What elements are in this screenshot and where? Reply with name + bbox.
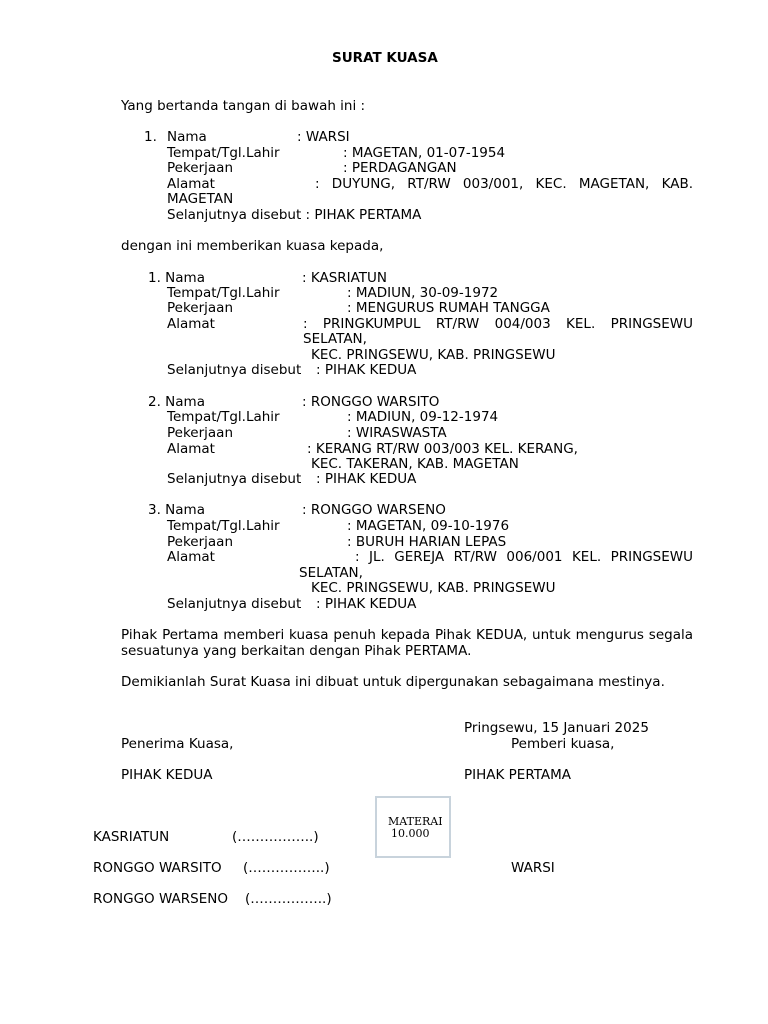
- address-continuation: KEC. TAKERAN, KAB. MAGETAN: [311, 456, 519, 472]
- receiver-party: PIHAK KEDUA: [121, 767, 213, 783]
- address-label: Alamat: [167, 441, 215, 457]
- address-value: : DUYUNG, RT/RW 003/001, KEC. MAGETAN, KAB.: [315, 176, 693, 192]
- list-number: 1.: [144, 129, 157, 145]
- giver-label: Pemberi kuasa,: [511, 736, 615, 752]
- job-value: : BURUH HARIAN LEPAS: [347, 534, 507, 550]
- name-value: : RONGGO WARSITO: [302, 394, 440, 410]
- address-continuation: SELATAN,: [303, 331, 367, 347]
- intro-text: Yang bertanda tangan di bawah ini :: [121, 98, 366, 114]
- birth-label: Tempat/Tgl.Lahir: [167, 518, 280, 534]
- address-continuation: MAGETAN: [167, 191, 234, 207]
- stamp-label: MATERAI: [388, 815, 443, 828]
- grant-text: dengan ini memberikan kuasa kepada,: [121, 238, 384, 254]
- address-label: Alamat: [167, 549, 215, 565]
- job-label: Pekerjaan: [167, 160, 234, 176]
- name-value: : KASRIATUN: [302, 270, 388, 286]
- designation-label: Selanjutnya disebut: [167, 596, 302, 612]
- job-value: : PERDAGANGAN: [343, 160, 457, 176]
- document-title: SURAT KUASA: [332, 50, 438, 66]
- address-value: : KERANG RT/RW 003/003 KEL. KERANG,: [307, 441, 578, 457]
- signatory-name: KASRIATUN: [93, 829, 170, 845]
- signature-blank: (……………..): [243, 860, 330, 876]
- designation-value: : PIHAK KEDUA: [316, 471, 417, 487]
- designation-label: Selanjutnya disebut: [167, 471, 302, 487]
- birth-value: : MAGETAN, 01-07-1954: [343, 145, 506, 161]
- name-label: Nama: [167, 129, 207, 145]
- address-continuation: KEC. PRINGSEWU, KAB. PRINGSEWU: [311, 347, 556, 363]
- job-label: Pekerjaan: [167, 534, 234, 550]
- address-continuation: KEC. PRINGSEWU, KAB. PRINGSEWU: [311, 580, 556, 596]
- job-label: Pekerjaan: [167, 425, 234, 441]
- birth-label: Tempat/Tgl.Lahir: [167, 285, 280, 301]
- address-label: Alamat: [167, 316, 215, 332]
- signature-blank: (……………..): [245, 891, 332, 907]
- name-value: : WARSI: [297, 129, 350, 145]
- signatory-name: RONGGO WARSENO: [93, 891, 228, 907]
- designation-value: : PIHAK KEDUA: [316, 362, 417, 378]
- giver-signatory-name: WARSI: [511, 860, 555, 876]
- designation-label: Selanjutnya disebut: [167, 362, 302, 378]
- name-value: : RONGGO WARSENO: [302, 502, 446, 518]
- giver-party: PIHAK PERTAMA: [464, 767, 572, 783]
- authority-paragraph: Pihak Pertama memberi kuasa penuh kepada Pihak KEDUA, untuk mengurus segala sesuatunya yang berkaitan dengan Pihak PERTAMA.: [121, 627, 693, 659]
- signature-blank: (……………..): [232, 829, 319, 845]
- birth-value: : MADIUN, 09-12-1974: [347, 409, 499, 425]
- place-date: Pringsewu, 15 Januari 2025: [464, 720, 649, 736]
- address-label: Alamat: [167, 176, 215, 192]
- address-continuation: SELATAN,: [299, 565, 363, 581]
- birth-value: : MADIUN, 30-09-1972: [347, 285, 499, 301]
- birth-value: : MAGETAN, 09-10-1976: [347, 518, 510, 534]
- party-designation: Selanjutnya disebut : PIHAK PERTAMA: [167, 207, 422, 223]
- job-value: : MENGURUS RUMAH TANGGA: [347, 300, 550, 316]
- birth-label: Tempat/Tgl.Lahir: [167, 409, 280, 425]
- receiver-label: Penerima Kuasa,: [121, 736, 234, 752]
- address-value: : JL. GEREJA RT/RW 006/001 KEL. PRINGSEWU: [355, 549, 693, 565]
- materai-stamp: [375, 796, 451, 858]
- name-label: 1. Nama: [148, 270, 205, 286]
- address-value: : PRINGKUMPUL RT/RW 004/003 KEL. PRINGSEWU: [303, 316, 693, 332]
- closing-paragraph: Demikianlah Surat Kuasa ini dibuat untuk dipergunakan sebagaimana mestinya.: [121, 674, 665, 690]
- name-label: 3. Nama: [148, 502, 205, 518]
- job-label: Pekerjaan: [167, 300, 234, 316]
- job-value: : WIRASWASTA: [347, 425, 447, 441]
- stamp-value: 10.000: [391, 827, 430, 840]
- birth-label: Tempat/Tgl.Lahir: [167, 145, 280, 161]
- designation-value: : PIHAK KEDUA: [316, 596, 417, 612]
- name-label: 2. Nama: [148, 394, 205, 410]
- signatory-name: RONGGO WARSITO: [93, 860, 222, 876]
